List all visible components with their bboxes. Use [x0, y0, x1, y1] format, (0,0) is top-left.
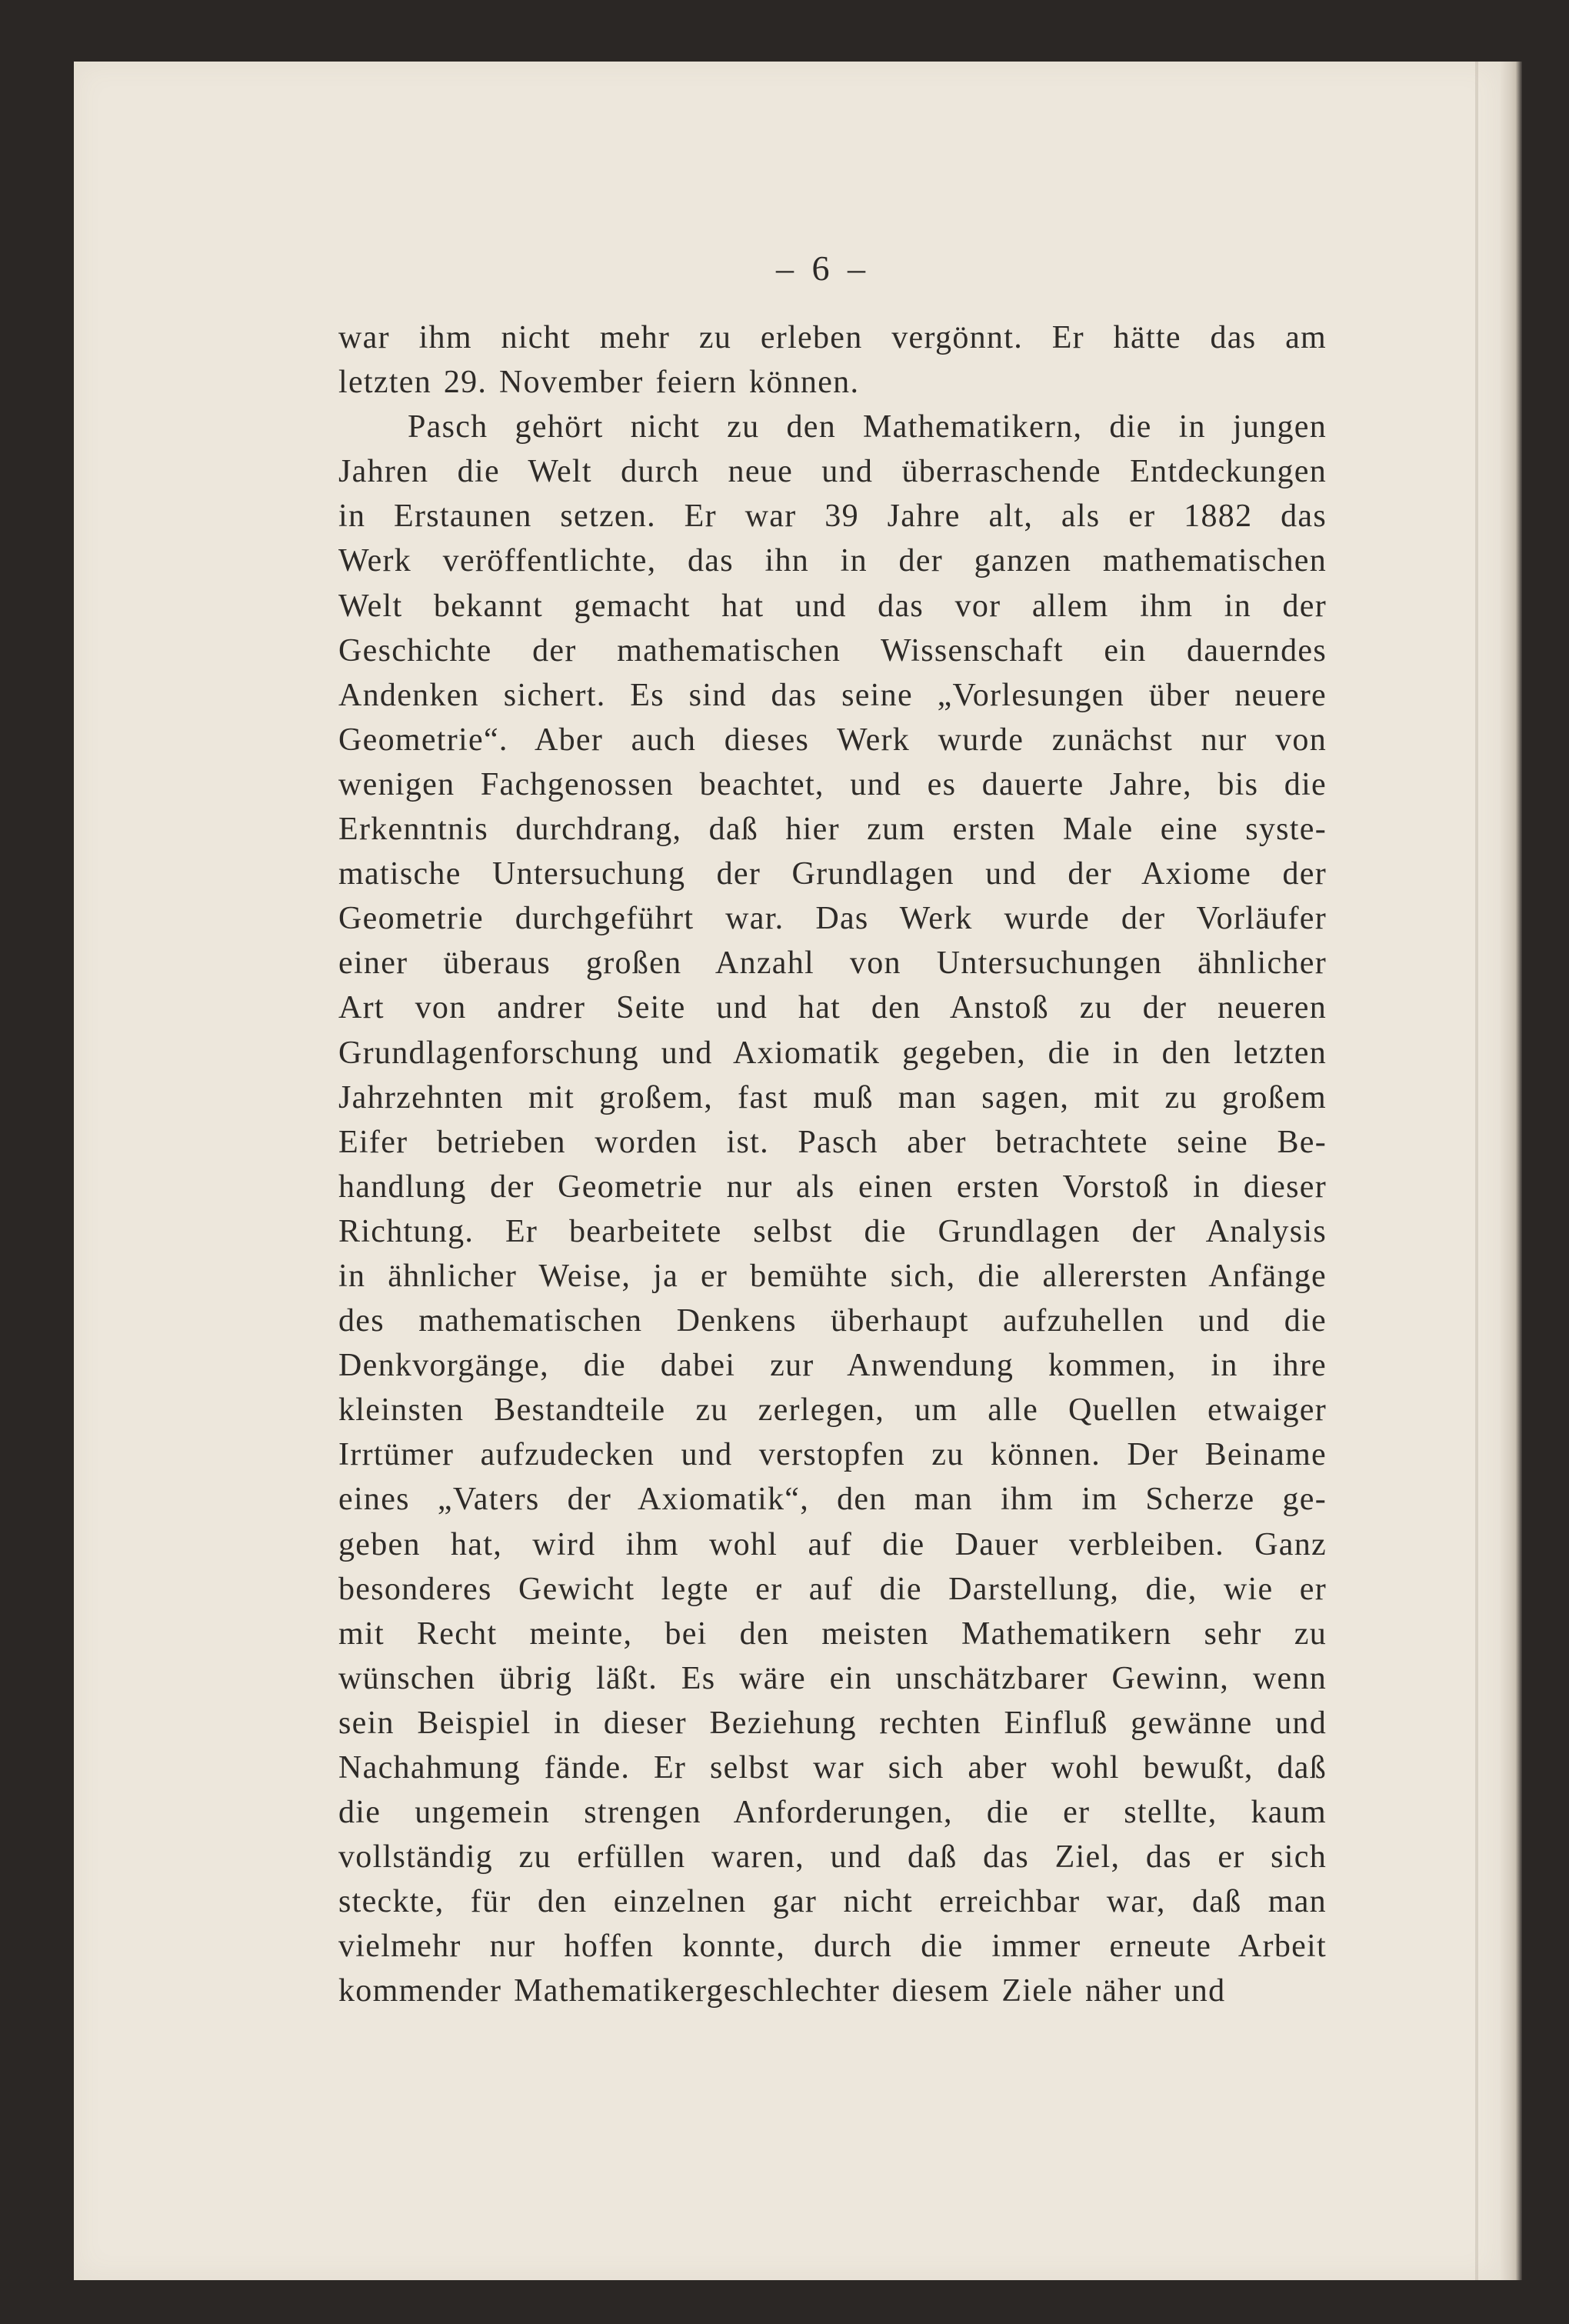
text-line: Jahren die Welt durch neue und überraschende Entdeckungen [338, 454, 1327, 490]
text-line: in Erstaunen setzen. Er war 39 Jahre alt, als er 1882 das [338, 498, 1327, 535]
page-stack-edge [1501, 62, 1522, 2280]
page-number: – 6 – [776, 248, 870, 288]
text-line: war ihm nicht mehr zu erleben vergönnt. Er hätte das am [338, 320, 1327, 355]
text-line: matische Untersuchung der Grundlagen und der Axiome der [338, 856, 1327, 892]
text-line: kommender Mathematikergeschlechter diesem Ziele näher und [338, 1973, 1226, 2009]
text-line: geben hat, wird ihm wohl auf die Dauer verbleiben. Ganz [338, 1526, 1327, 1562]
text-line: Art von andrer Seite und hat den Anstoß zu der neueren [338, 990, 1327, 1026]
text-line: die ungemein strengen Anforderungen, die er stellte, kaum [338, 1795, 1327, 1831]
page-edge-line [1475, 62, 1478, 2280]
text-line: handlung der Geometrie nur als einen ersten Vorstoß in dieser [338, 1169, 1327, 1205]
body-text [338, 315, 1327, 2014]
text-line: letzten 29. November feiern können. [338, 365, 860, 401]
text-line: kleinsten Bestandteile zu zerlegen, um alle Quellen etwaiger [338, 1392, 1327, 1429]
text-line: wünschen übrig läßt. Es wäre ein unschätzbarer Gewinn, wenn [338, 1660, 1327, 1696]
text-line: wenigen Fachgenossen beachtet, und es dauerte Jahre, bis die [338, 766, 1327, 802]
text-line: besonderes Gewicht legte er auf die Darstellung, die, wie er [338, 1571, 1327, 1607]
text-line: Richtung. Er bearbeitete selbst die Grundlagen der Analysis [338, 1213, 1327, 1249]
text-line: Irrtümer aufzudecken und verstopfen zu können. Der Beiname [338, 1437, 1327, 1473]
text-line: Welt bekannt gemacht hat und das vor allem ihm in der [338, 588, 1327, 624]
text-line: vollständig zu erfüllen waren, und daß das Ziel, das er sich [338, 1839, 1327, 1876]
text-line: eines „Vaters der Axiomatik“, den man ihm im Scherze ge- [338, 1482, 1327, 1518]
text-line: Erkenntnis durchdrang, daß hier zum ersten Male eine syste- [338, 812, 1327, 848]
text-line: Denkvorgänge, die dabei zur Anwendung kommen, in ihre [338, 1348, 1327, 1384]
text-line: einer überaus großen Anzahl von Untersuchungen ähnlicher [338, 945, 1327, 982]
text-line: Geschichte der mathematischen Wissenschaft ein dauerndes [338, 632, 1327, 669]
text-line: Werk veröffentlichte, das ihn in der ganzen mathematischen [338, 543, 1327, 579]
text-line: Grundlagenforschung und Axiomatik gegeben, die in den letzten [338, 1035, 1327, 1071]
text-line: Geometrie durchgeführt war. Das Werk wurde der Vorläufer [338, 901, 1327, 937]
text-line: Eifer betrieben worden ist. Pasch aber betrachtete seine Be- [338, 1124, 1327, 1160]
paragraph [338, 405, 1327, 2013]
paragraph [338, 315, 1327, 405]
text-line: steckte, für den einzelnen gar nicht erreichbar war, daß man [338, 1884, 1327, 1920]
text-line: mit Recht meinte, bei den meisten Mathematikern sehr zu [338, 1615, 1327, 1652]
text-line: vielmehr nur hoffen konnte, durch die immer erneute Arbeit [338, 1929, 1327, 1965]
text-line: sein Beispiel in dieser Beziehung rechten Einfluß gewänne und [338, 1705, 1327, 1741]
text-line: Geometrie“. Aber auch dieses Werk wurde zunächst nur von [338, 722, 1327, 758]
text-line: Jahrzehnten mit großem, fast muß man sagen, mit zu großem [338, 1079, 1327, 1115]
text-line: in ähnlicher Weise, ja er bemühte sich, die allerersten Anfänge [338, 1258, 1327, 1294]
text-line: Nachahmung fände. Er selbst war sich aber wohl bewußt, daß [338, 1750, 1327, 1786]
text-line: Pasch gehört nicht zu den Mathematikern, die in jungen [408, 409, 1327, 445]
text-line: Andenken sichert. Es sind das seine „Vorlesungen über neuere [338, 677, 1327, 713]
text-line: des mathematischen Denkens überhaupt aufzuhellen und die [338, 1303, 1327, 1339]
